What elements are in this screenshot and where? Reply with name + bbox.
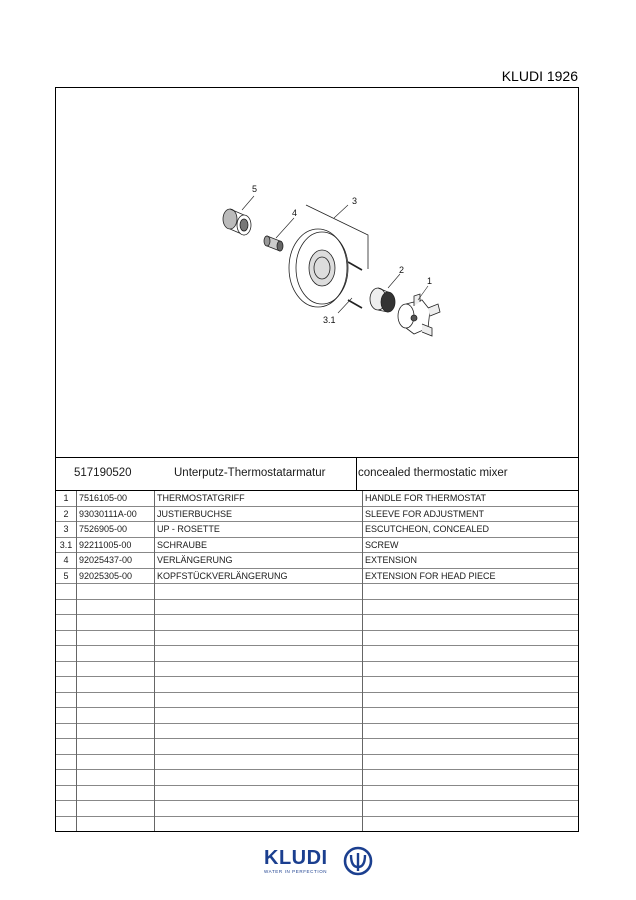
- exploded-view-drawing: [56, 88, 578, 457]
- part-5-extension-head-piece: [223, 209, 251, 235]
- part-4-extension: [264, 236, 283, 251]
- parts-table-row: [56, 507, 578, 523]
- parts-table-row: [56, 538, 578, 554]
- product-number: 517190520: [74, 467, 132, 479]
- header-divider: [356, 458, 357, 490]
- part-name-de: SCHRAUBE: [157, 539, 208, 550]
- parts-table-empty-row: [56, 739, 578, 755]
- part-3-escutcheon: [289, 205, 368, 307]
- parts-sheet-frame: [55, 87, 579, 832]
- parts-table-empty-row: [56, 631, 578, 647]
- part-2-sleeve: [370, 288, 395, 312]
- exploded-view-svg: [56, 88, 578, 457]
- part-3-1-screws: [348, 262, 362, 308]
- callout-3: 3: [352, 196, 358, 206]
- parts-table-row: [56, 569, 578, 585]
- logo-tagline: WATER IN PERFECTION: [264, 869, 328, 874]
- parts-table-empty-row: [56, 615, 578, 631]
- column-divider: [362, 491, 363, 831]
- parts-table-empty-row: [56, 708, 578, 724]
- parts-table-empty-row: [56, 770, 578, 786]
- parts-table-empty-row: [56, 646, 578, 662]
- product-name-en: concealed thermostatic mixer: [358, 467, 508, 479]
- part-name-en: EXTENSION: [365, 555, 418, 565]
- water-drop-logo-icon: [342, 845, 374, 877]
- callout-leaders: [242, 196, 428, 313]
- parts-table-empty-row: [56, 755, 578, 771]
- product-name-de: Unterputz-Thermostatarmatur: [174, 467, 326, 479]
- callout-1: 1: [427, 276, 433, 286]
- part-position: 5: [63, 570, 69, 581]
- part-name-de: KOPFSTÜCKVERLÄNGERUNG: [157, 570, 288, 581]
- part-article-number: 7516105-00: [79, 493, 128, 503]
- part-position: 2: [63, 508, 69, 519]
- parts-table-empty-row: [56, 600, 578, 616]
- parts-table-empty-row: [56, 724, 578, 740]
- part-name-en: ESCUTCHEON, CONCEALED: [365, 524, 490, 534]
- part-name-de: UP - ROSETTE: [157, 524, 220, 534]
- part-name-de: THERMOSTATGRIFF: [157, 493, 245, 503]
- series-title: KLUDI 1926: [501, 68, 578, 84]
- part-article-number: 92025437-00: [79, 555, 133, 565]
- kludi-logo: [262, 845, 382, 879]
- part-position: 1: [63, 493, 69, 503]
- parts-table-empty-row: [56, 662, 578, 678]
- part-position: 4: [63, 555, 69, 565]
- parts-table-row: [56, 491, 578, 507]
- parts-table-row: [56, 522, 578, 538]
- column-divider: [154, 491, 155, 831]
- product-header-row: [56, 457, 578, 491]
- callout-3-1: 3.1: [323, 315, 336, 325]
- part-article-number: 93030111A-00: [79, 508, 137, 519]
- parts-table-empty-row: [56, 786, 578, 802]
- part-article-number: 92025305-00: [79, 570, 133, 581]
- part-position: 3: [63, 524, 69, 534]
- parts-table-empty-row: [56, 693, 578, 709]
- parts-table-empty-row: [56, 677, 578, 693]
- part-name-de: VERLÄNGERUNG: [157, 555, 233, 565]
- callout-5: 5: [252, 184, 258, 194]
- part-article-number: 92211005-00: [79, 539, 132, 550]
- parts-table: [56, 491, 578, 817]
- parts-table-empty-row: [56, 801, 578, 817]
- part-1-handle: [398, 294, 440, 336]
- parts-table-empty-row: [56, 584, 578, 600]
- part-name-en: HANDLE FOR THERMOSTAT: [365, 493, 487, 503]
- part-name-en: SCREW: [365, 539, 399, 550]
- part-name-en: EXTENSION FOR HEAD PIECE: [365, 570, 496, 581]
- part-name-en: SLEEVE FOR ADJUSTMENT: [365, 508, 485, 519]
- parts-table-row: [56, 553, 578, 569]
- part-name-de: JUSTIERBUCHSE: [157, 508, 233, 519]
- callout-2: 2: [399, 265, 405, 275]
- logo-wordmark: KLUDI: [264, 847, 328, 869]
- part-article-number: 7526905-00: [79, 524, 128, 534]
- part-position: 3.1: [59, 539, 73, 550]
- callout-4: 4: [292, 208, 298, 218]
- column-divider: [76, 491, 77, 831]
